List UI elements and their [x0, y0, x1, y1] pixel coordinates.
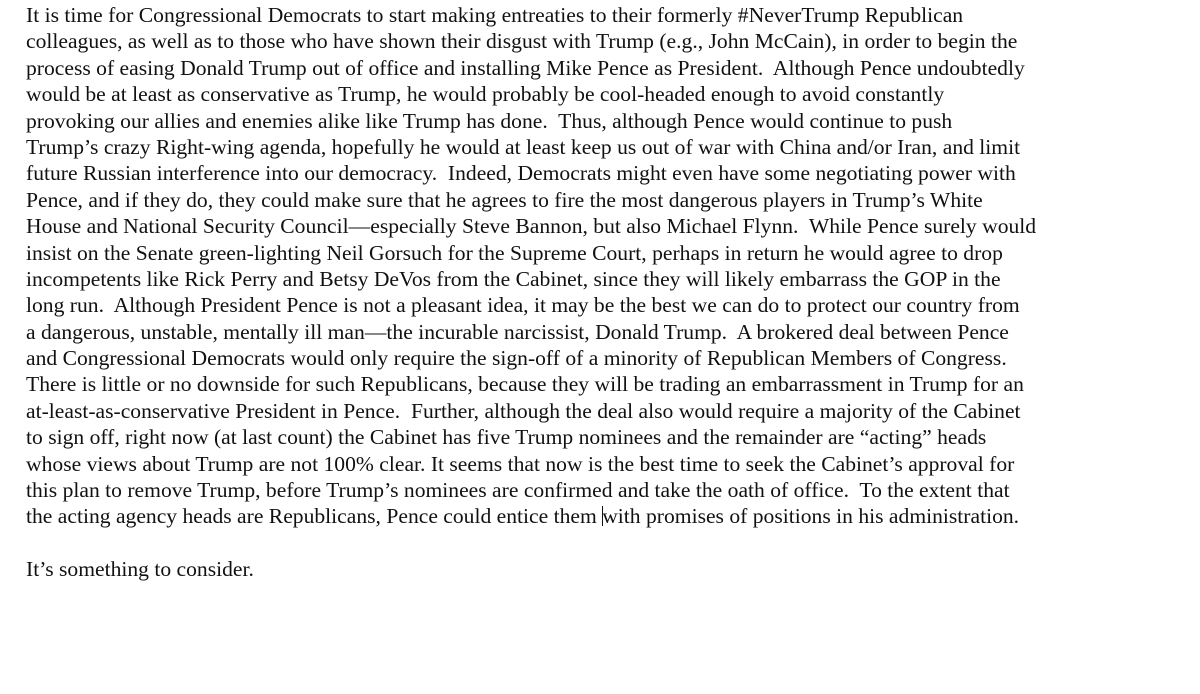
text-line: this plan to remove Trump, before Trump’s nominees are confirmed and take the oath of office. To the extent that [26, 478, 1010, 503]
text-line: future Russian interference into our democracy. Indeed, Democrats might even have some negotiating power with [26, 161, 1016, 186]
text-line: process of easing Donald Trump out of office and installing Mike Pence as President. Although Pence undoubtedly [26, 55, 1025, 80]
paragraph-main [26, 2, 1172, 530]
text-line: There is little or no downside for such Republicans, because they will be trading an embarrassment in Trump for an [26, 372, 1024, 397]
text-line: at-least-as-conservative President in Pence. Further, although the deal also would require a majority of the Cabinet [26, 398, 1021, 423]
text-line: insist on the Senate green-lighting Neil Gorsuch for the Supreme Court, perhaps in return he would agree to drop [26, 240, 1003, 265]
text-line: colleagues, as well as to those who have shown their disgust with Trump (e.g., John McCain), in order to begin the [26, 29, 1018, 54]
text-line-with-caret [26, 503, 1172, 529]
text-after-caret: with promises of positions in his administration. [602, 504, 1020, 529]
text-line: whose views about Trump are not 100% clear. It seems that now is the best time to seek the Cabinet’s approval for [26, 451, 1015, 476]
text-line: incompetents like Rick Perry and Betsy DeVos from the Cabinet, since they will likely embarrass the GOP in the [26, 266, 1001, 291]
text-line: House and National Security Council—especially Steve Bannon, but also Michael Flynn. While Pence surely would [26, 214, 1037, 239]
text-line: to sign off, right now (at last count) the Cabinet has five Trump nominees and the remainder are “acting” heads [26, 425, 987, 450]
text-line: and Congressional Democrats would only require the sign-off of a minority of Republican Members of Congress. [26, 346, 1007, 371]
paragraph-gap [26, 530, 1172, 556]
text-before-caret: the acting agency heads are Republicans, Pence could entice them [26, 504, 603, 529]
text-line: provoking our allies and enemies alike like Trump has done. Thus, although Pence would continue to push [26, 108, 953, 133]
text-line: long run. Although President Pence is not a pleasant idea, it may be the best we can do to protect our country from [26, 293, 1020, 318]
paragraph-closing [26, 556, 1172, 582]
text-line: would be at least as conservative as Trump, he would probably be cool-headed enough to avoid constantly [26, 82, 945, 107]
text-line: Pence, and if they do, they could make sure that he agrees to fire the most dangerous players in Trump’s White [26, 187, 983, 212]
text-line: a dangerous, unstable, mentally ill man—the incurable narcissist, Donald Trump. A brokered deal between Pence [26, 319, 1009, 344]
text-line: It is time for Congressional Democrats to start making entreaties to their formerly #NeverTrump Republican [26, 3, 964, 27]
text-line: Trump’s crazy Right-wing agenda, hopefully he would at least keep us out of war with China and/or Iran, and limit [26, 134, 1021, 159]
text-line: It’s something to consider. [26, 557, 254, 582]
